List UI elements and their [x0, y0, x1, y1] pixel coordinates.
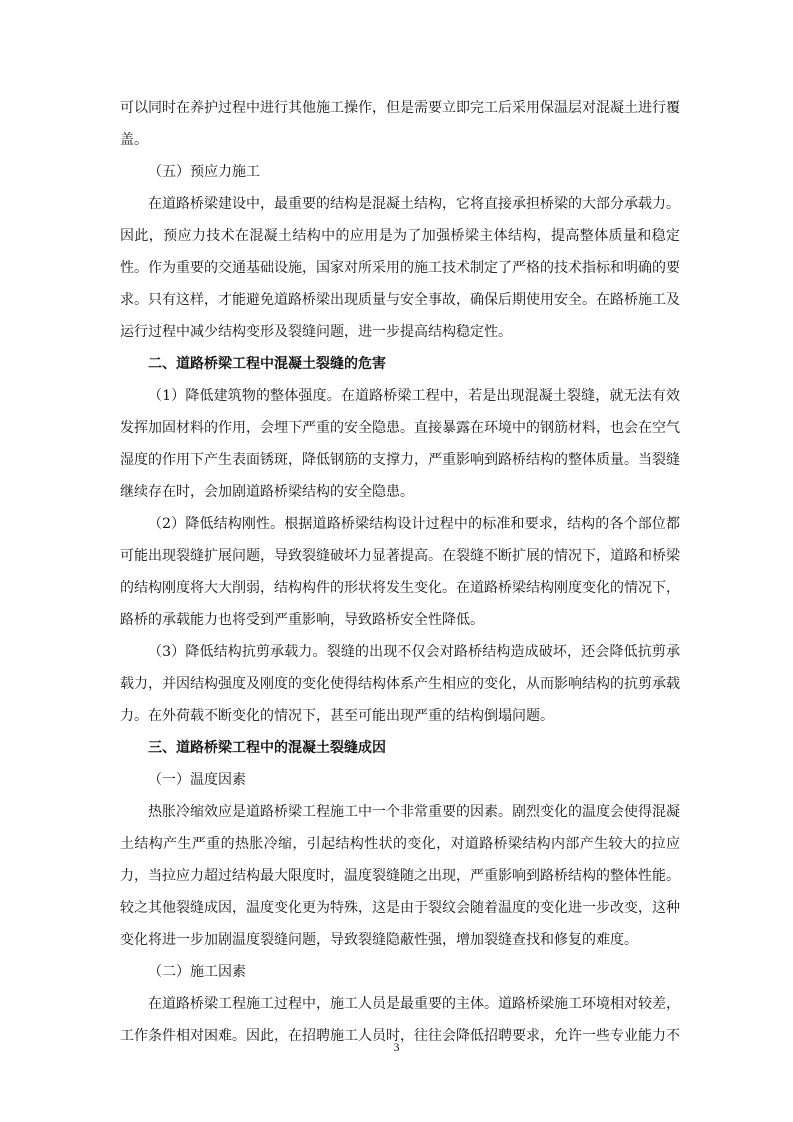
- document-page: [120, 92, 680, 1052]
- subheading-temperature: （一）温度因素: [148, 772, 246, 788]
- paragraph-construction: 在道路桥梁工程施工过程中，施工人员是最重要的主体。道路桥梁施工环境相对较差，工作条件相对困难。因此，在招聘施工人员时，往往会降低招聘要求，允许一些专业能力不: [120, 996, 680, 1044]
- subheading-construction: （二）施工因素: [148, 964, 246, 980]
- subheading-prestress: （五）预应力施工: [148, 164, 260, 180]
- section-heading-causes: 三、道路桥梁工程中的混凝土裂缝成因: [148, 740, 386, 756]
- paragraph-hazard-2: （2）降低结构刚性。根据道路桥梁结构设计过程中的标准和要求，结构的各个部位都可能出现裂缝扩展问题，导致裂缝破坏力显著提高。在裂缝不断扩展的情况下，道路和桥梁的结构刚度将大大削弱，结构构件的形状将发生变化。在道路桥梁结构刚度变化的情况下，路桥的承载能力也将受到严重影响，导致路桥安全性降低。: [120, 516, 680, 628]
- paragraph-temperature: 热胀冷缩效应是道路桥梁工程施工中一个非常重要的因素。剧烈变化的温度会使得混凝土结构产生严重的热胀冷缩，引起结构性状的变化，对道路桥梁结构内部产生较大的拉应力，当拉应力超过结构最大限度时，温度裂缝随之出现，严重影响到路桥结构的整体性能。较之其他裂缝成因，温度变化更为特殊，这是由于裂纹会随着温度的变化进一步改变，这种变化将进一步加剧温度裂缝问题，导致裂缝隐蔽性强，增加裂缝查找和修复的难度。: [120, 804, 680, 948]
- section-heading-hazards: 二、道路桥梁工程中混凝土裂缝的危害: [148, 356, 386, 372]
- page-number: 3: [393, 1040, 400, 1054]
- paragraph-hazard-3: （3）降低结构抗剪承载力。裂缝的出现不仅会对路桥结构造成破坏，还会降低抗剪承载力，并因结构强度及刚度的变化使得结构体系产生相应的变化，从而影响结构的抗剪承载力。在外荷载不断变化的情况下，甚至可能出现严重的结构倒塌问题。: [120, 644, 680, 724]
- paragraph-hazard-1: （1）降低建筑物的整体强度。在道路桥梁工程中，若是出现混凝土裂缝，就无法有效发挥加固材料的作用，会埋下严重的安全隐患。直接暴露在环境中的钢筋材料，也会在空气湿度的作用下产生表面锈斑，降低钢筋的支撑力，严重影响到路桥结构的整体质量。当裂缝继续存在时，会加剧道路桥梁结构的安全隐患。: [120, 388, 680, 500]
- paragraph-prestress: 在道路桥梁建设中，最重要的结构是混凝土结构，它将直接承担桥梁的大部分承载力。因此，预应力技术在混凝土结构中的应用是为了加强桥梁主体结构，提高整体质量和稳定性。作为重要的交通基础设施，国家对所采用的施工技术制定了严格的技术指标和明确的要求。只有这样，才能避免道路桥梁出现质量与安全事故，确保后期使用安全。在路桥施工及运行过程中减少结构变形及裂缝问题，进一步提高结构稳定性。: [120, 196, 680, 340]
- paragraph-continuation: 可以同时在养护过程中进行其他施工操作，但是需要立即完工后采用保温层对混凝土进行覆盖。: [120, 100, 680, 148]
